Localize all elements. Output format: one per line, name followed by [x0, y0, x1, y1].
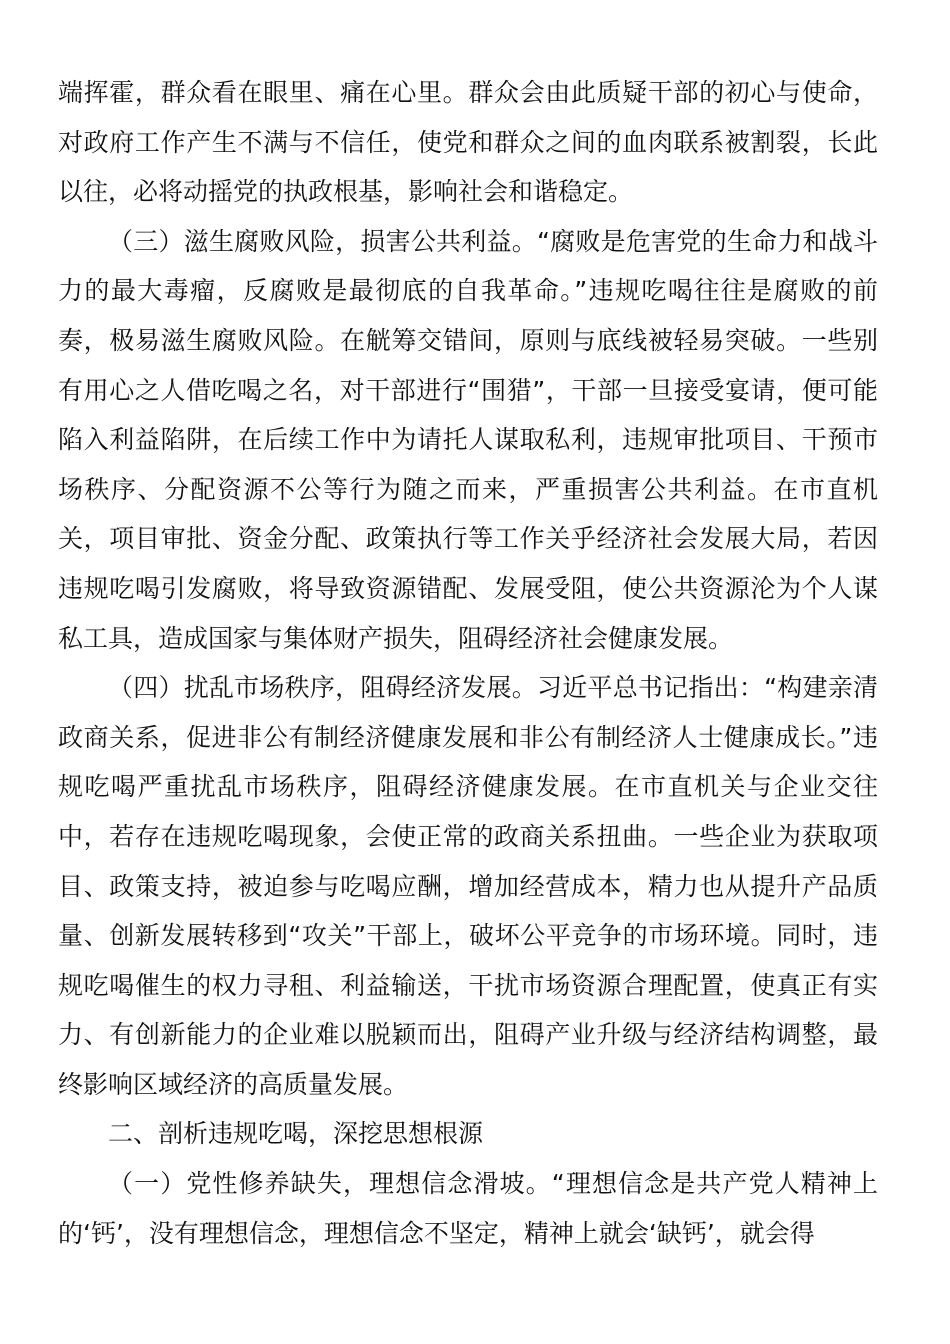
paragraph-section-3: （三）滋生腐败风险，损害公共利益。“腐败是危害党的生命力和战斗力的最大毒瘤，反腐败是最彻底的自我革命。”违规吃喝往往是腐败的前奏，极易滋生腐败风险。在觥筹交错间，原则与底线被轻易突破。一些别有用心之人借吃喝之名，对干部进行“围猎”，干部一旦接受宴请，便可能陷入利益陷阱，在后续工作中为请托人谋取私利，违规审批项目、干预市场秩序、分配资源不公等行为随之而来，严重损害公共利益。在市直机关，项目审批、资金分配、政策执行等工作关乎经济社会发展大局，若因违规吃喝引发腐败，将导致资源错配、发展受阻，使公共资源沦为个人谋私工具，造成国家与集体财产损失，阻碍经济社会健康发展。 [58, 226, 878, 653]
paragraph-section-4: （四）扰乱市场秩序，阻碍经济发展。习近平总书记指出：“构建亲清政商关系，促进非公有制经济健康发展和非公有制经济人士健康成长。”违规吃喝严重扰乱市场秩序，阻碍经济健康发展。在市直机关与企业交往中，若存在违规吃喝现象，会使正常的政商关系扭曲。一些企业为获取项目、政策支持，被迫参与吃喝应酬，增加经营成本，精力也从提升产品质量、创新发展转移到“攻关”干部上，破坏公平竞争的市场环境。同时，违规吃喝催生的权力寻租、利益输送，干扰市场资源合理配置，使真正有实力、有创新能力的企业难以脱颖而出，阻碍产业升级与经济结构调整，最终影响区域经济的高质量发展。 [58, 673, 878, 1099]
document-body [58, 68, 878, 1258]
paragraph-section-2-1: （一）党性修养缺失，理想信念滑坡。“理想信念是共产党人精神上的‘钙’，没有理想信念，理想信念不坚定，精神上就会‘缺钙’，就会得 [58, 1169, 878, 1248]
paragraph-continuation: 端挥霍，群众看在眼里、痛在心里。群众会由此质疑干部的初心与使命，对政府工作产生不满与不信任，使党和群众之间的血肉联系被割裂，长此以往，必将动摇党的执政根基，影响社会和谐稳定。 [58, 78, 878, 207]
section-heading-2: 二、剖析违规吃喝，深挖思想根源 [108, 1119, 484, 1149]
